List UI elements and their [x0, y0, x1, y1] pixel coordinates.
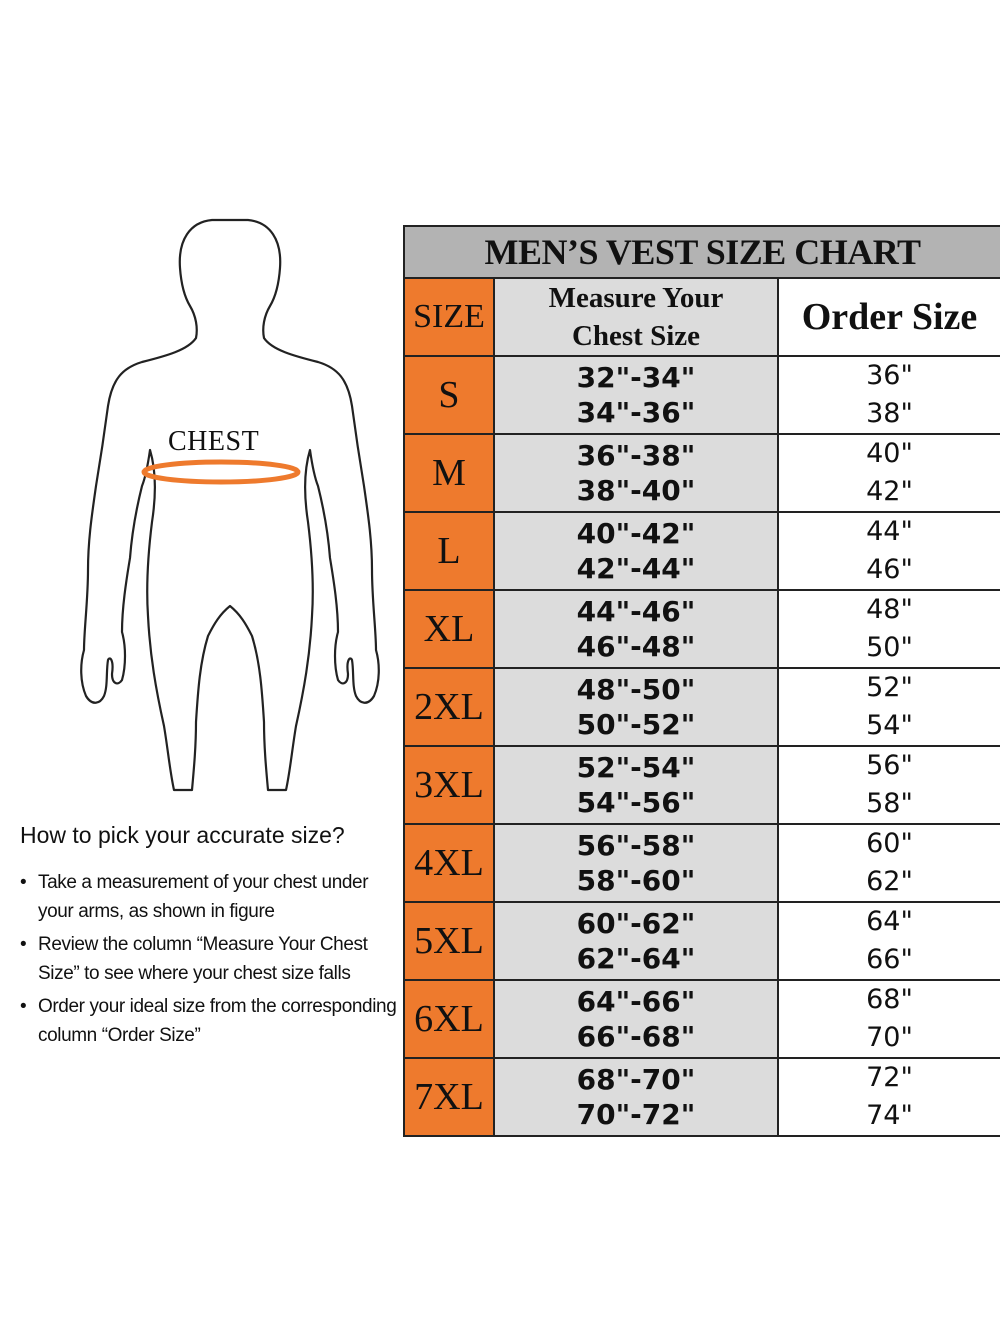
size-cell: 7XL [404, 1058, 494, 1136]
measure-range: 60"-62" [576, 907, 696, 940]
order-size-value: 74" [866, 1100, 913, 1131]
measure-range: 34"-36" [576, 396, 696, 429]
order-size-value: 44" [866, 516, 913, 547]
measure-range: 42"-44" [576, 552, 696, 585]
measure-range: 38"-40" [576, 474, 696, 507]
size-chart-table [403, 225, 1000, 1137]
order-size-value: 56" [866, 750, 913, 781]
order-size-value: 62" [866, 866, 913, 897]
order-cell [778, 512, 1000, 590]
measure-cell [494, 824, 778, 902]
order-cell [778, 1058, 1000, 1136]
order-size-value: 50" [866, 632, 913, 663]
order-size-value: 40" [866, 438, 913, 469]
order-size-value: 46" [866, 554, 913, 585]
measure-cell [494, 590, 778, 668]
header-measure: Measure Your Chest Size [494, 278, 778, 356]
body-outline-icon [70, 210, 400, 800]
measure-range: 52"-54" [576, 751, 696, 784]
measure-range: 70"-72" [576, 1098, 696, 1131]
order-cell [778, 746, 1000, 824]
order-size-value: 48" [866, 594, 913, 625]
size-cell: XL [404, 590, 494, 668]
howto-step: • Review the column “Measure Your Chest Size” to see where your chest size falls [20, 930, 408, 988]
order-size-value: 72" [866, 1062, 913, 1093]
order-cell [778, 824, 1000, 902]
howto-step: • Take a measurement of your chest under your arms, as shown in figure [20, 868, 408, 926]
order-size-value: 54" [866, 710, 913, 741]
order-size-value: 66" [866, 944, 913, 975]
bullet-icon: • [20, 996, 27, 1017]
measure-cell [494, 512, 778, 590]
measure-range: 46"-48" [576, 630, 696, 663]
order-size-value: 52" [866, 672, 913, 703]
table-row [404, 902, 1000, 980]
order-size-value: 38" [866, 398, 913, 429]
order-cell [778, 590, 1000, 668]
order-cell [778, 668, 1000, 746]
measure-range: 66"-68" [576, 1020, 696, 1053]
size-cell: 4XL [404, 824, 494, 902]
size-cell: 2XL [404, 668, 494, 746]
howto-list [20, 868, 408, 1054]
measure-range: 54"-56" [576, 786, 696, 819]
size-cell: 6XL [404, 980, 494, 1058]
measure-range: 58"-60" [576, 864, 696, 897]
measure-cell [494, 746, 778, 824]
table-row [404, 512, 1000, 590]
order-cell [778, 434, 1000, 512]
order-cell [778, 902, 1000, 980]
measure-range: 36"-38" [576, 439, 696, 472]
size-cell: S [404, 356, 494, 434]
measure-cell [494, 902, 778, 980]
table-row [404, 356, 1000, 434]
measure-cell [494, 668, 778, 746]
order-size-value: 36" [866, 360, 913, 391]
size-cell: M [404, 434, 494, 512]
howto-step: • Order your ideal size from the corresponding column “Order Size” [20, 992, 408, 1050]
measure-range: 68"-70" [576, 1063, 696, 1096]
size-cell: 5XL [404, 902, 494, 980]
table-row [404, 980, 1000, 1058]
order-size-value: 60" [866, 828, 913, 859]
header-size: SIZE [404, 278, 494, 356]
howto-title: How to pick your accurate size? [20, 822, 345, 848]
size-cell: 3XL [404, 746, 494, 824]
measure-range: 32"-34" [576, 361, 696, 394]
order-cell [778, 356, 1000, 434]
measure-range: 50"-52" [576, 708, 696, 741]
order-size-value: 68" [866, 984, 913, 1015]
measure-range: 48"-50" [576, 673, 696, 706]
order-size-value: 42" [866, 476, 913, 507]
measure-range: 62"-64" [576, 942, 696, 975]
order-size-value: 58" [866, 788, 913, 819]
table-row [404, 824, 1000, 902]
measure-cell [494, 434, 778, 512]
size-cell: L [404, 512, 494, 590]
measure-range: 64"-66" [576, 985, 696, 1018]
measure-cell [494, 1058, 778, 1136]
order-size-value: 64" [866, 906, 913, 937]
chart-title: MEN’S VEST SIZE CHART [404, 226, 1000, 278]
order-size-value: 70" [866, 1022, 913, 1053]
table-row [404, 746, 1000, 824]
header-order: Order Size [778, 278, 1000, 356]
measure-range: 40"-42" [576, 517, 696, 550]
chest-label: CHEST [168, 426, 260, 457]
bullet-icon: • [20, 934, 27, 955]
order-cell [778, 980, 1000, 1058]
measure-range: 44"-46" [576, 595, 696, 628]
table-row [404, 1058, 1000, 1136]
measure-cell [494, 980, 778, 1058]
measure-cell [494, 356, 778, 434]
table-row [404, 590, 1000, 668]
bullet-icon: • [20, 872, 27, 893]
table-row [404, 434, 1000, 512]
table-row [404, 668, 1000, 746]
measure-range: 56"-58" [576, 829, 696, 862]
